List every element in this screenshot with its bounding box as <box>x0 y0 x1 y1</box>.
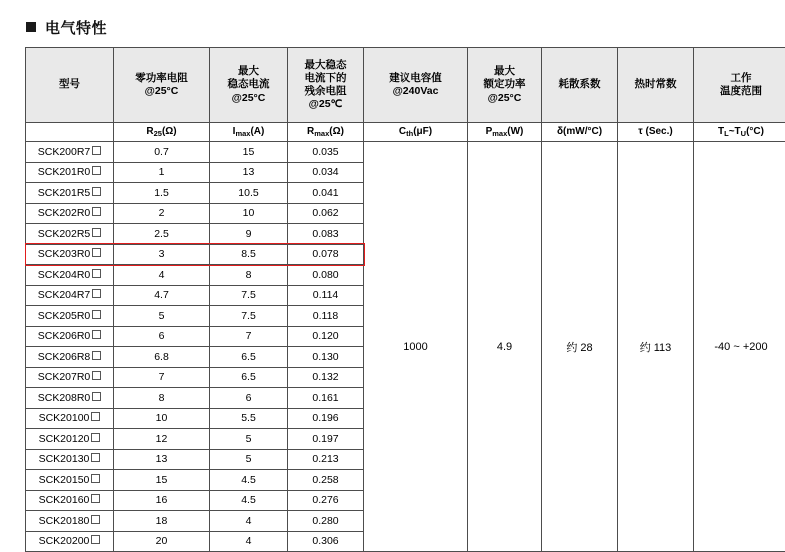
cell-temperature-range: -40 ~ +200 <box>694 142 785 552</box>
table-header <box>26 48 785 142</box>
symbol-sub: max <box>235 129 250 138</box>
symbol-unit: (A) <box>250 126 264 137</box>
model-text: SCK204R7 <box>38 289 91 301</box>
symbol-sub: max <box>314 129 329 138</box>
spec-table-wrapper <box>25 47 760 552</box>
suffix-box-icon <box>91 453 100 462</box>
symbol-unit: (mW/°C) <box>563 126 602 137</box>
column-header-rmax <box>288 48 364 123</box>
symbol-sub: max <box>492 129 507 138</box>
suffix-box-icon <box>92 207 101 216</box>
symbol-cth <box>364 123 468 142</box>
symbol-unit: (Ω) <box>162 126 177 137</box>
cell-rmax: 0.132 <box>288 367 364 388</box>
cell-r25: 8 <box>114 388 210 409</box>
symbol-base: C <box>399 126 406 137</box>
model-text: SCK20130 <box>39 453 90 465</box>
header-line: @25°C <box>468 92 541 105</box>
cell-model <box>26 429 114 450</box>
cell-rmax: 0.114 <box>288 285 364 306</box>
cell-model <box>26 347 114 368</box>
cell-rmax: 0.130 <box>288 347 364 368</box>
cell-r25: 5 <box>114 306 210 327</box>
symbol-base: δ <box>557 126 563 137</box>
cell-imax: 6 <box>210 388 288 409</box>
cell-imax: 9 <box>210 224 288 245</box>
table-row[interactable] <box>26 142 785 163</box>
cell-rmax: 0.083 <box>288 224 364 245</box>
cell-rmax: 0.306 <box>288 531 364 552</box>
model-text: SCK206R0 <box>38 330 91 342</box>
model-text: SCK20100 <box>39 412 90 424</box>
cell-imax: 5 <box>210 429 288 450</box>
suffix-box-icon <box>91 535 100 544</box>
model-text: SCK20200 <box>39 535 90 547</box>
cell-imax: 4 <box>210 531 288 552</box>
cell-rmax: 0.041 <box>288 183 364 204</box>
cell-imax: 4 <box>210 511 288 532</box>
header-line: 额定功率 <box>468 78 541 91</box>
suffix-box-icon <box>92 310 101 319</box>
cell-imax: 8 <box>210 265 288 286</box>
suffix-box-icon <box>91 433 100 442</box>
cell-model <box>26 183 114 204</box>
cell-rmax: 0.258 <box>288 470 364 491</box>
cell-r25: 2 <box>114 203 210 224</box>
cell-rmax: 0.035 <box>288 142 364 163</box>
table-symbol-row <box>26 123 785 142</box>
page-title: 电气特性 <box>45 17 107 38</box>
suffix-box-icon <box>92 392 101 401</box>
symbol-pmax <box>468 123 542 142</box>
model-text: SCK201R5 <box>38 187 91 199</box>
cell-r25: 1 <box>114 162 210 183</box>
model-text: SCK20120 <box>39 433 90 445</box>
suffix-box-icon <box>92 146 101 155</box>
header-line: 热时常数 <box>618 78 693 91</box>
cell-r25: 10 <box>114 408 210 429</box>
symbol-sub: L <box>724 129 729 138</box>
column-header-model <box>26 48 114 123</box>
cell-dissipation-factor: 约 28 <box>542 142 618 552</box>
cell-model <box>26 449 114 470</box>
symbol-base: τ <box>638 126 642 137</box>
suffix-box-icon <box>92 289 101 298</box>
cell-r25: 0.7 <box>114 142 210 163</box>
cell-model <box>26 470 114 491</box>
suffix-box-icon <box>91 515 100 524</box>
table-body <box>26 142 785 552</box>
header-line: @25°C <box>210 92 287 105</box>
header-line: 建议电容值 <box>364 72 467 85</box>
cell-pmax: 4.9 <box>468 142 542 552</box>
column-header-pmax <box>468 48 542 123</box>
symbol-base: P <box>486 126 493 137</box>
symbol-imax <box>210 123 288 142</box>
model-text: SCK20160 <box>39 494 90 506</box>
symbol-base: R <box>307 126 314 137</box>
cell-imax: 10 <box>210 203 288 224</box>
cell-r25: 1.5 <box>114 183 210 204</box>
electrical-characteristics-table <box>25 47 785 552</box>
cell-imax: 15 <box>210 142 288 163</box>
cell-imax: 5.5 <box>210 408 288 429</box>
header-line: 工作 <box>694 72 785 85</box>
cell-r25: 7 <box>114 367 210 388</box>
symbol-base: I <box>233 126 236 137</box>
cell-model <box>26 531 114 552</box>
symbol-tau <box>618 123 694 142</box>
cell-rmax: 0.213 <box>288 449 364 470</box>
model-text: SCK205R0 <box>38 310 91 322</box>
header-line: 型号 <box>26 78 113 91</box>
cell-rmax: 0.280 <box>288 511 364 532</box>
suffix-box-icon <box>92 351 101 360</box>
symbol-r25 <box>114 123 210 142</box>
cell-model <box>26 224 114 245</box>
symbol-temp-range <box>694 123 785 142</box>
header-line: @240Vac <box>364 85 467 98</box>
cell-r25: 16 <box>114 490 210 511</box>
cell-imax: 13 <box>210 162 288 183</box>
suffix-box-icon <box>91 412 100 421</box>
cell-rmax: 0.062 <box>288 203 364 224</box>
symbol-sub: th <box>406 129 413 138</box>
cell-imax: 4.5 <box>210 470 288 491</box>
cell-r25: 6.8 <box>114 347 210 368</box>
cell-rmax: 0.120 <box>288 326 364 347</box>
cell-r25: 18 <box>114 511 210 532</box>
header-line: @25°C <box>114 85 209 98</box>
symbol-base: R <box>146 126 153 137</box>
header-line: 残余电阻 <box>288 85 363 98</box>
symbol-model <box>26 123 114 142</box>
column-header-thermal-time-constant <box>618 48 694 123</box>
cell-model <box>26 162 114 183</box>
cell-model <box>26 142 114 163</box>
header-line: 最大稳态 <box>288 59 363 72</box>
cell-model <box>26 244 114 265</box>
cell-model <box>26 326 114 347</box>
suffix-box-icon <box>92 330 101 339</box>
column-header-cth <box>364 48 468 123</box>
cell-rmax: 0.276 <box>288 490 364 511</box>
cell-rmax: 0.034 <box>288 162 364 183</box>
cell-r25: 4 <box>114 265 210 286</box>
header-line: @25℃ <box>288 98 363 111</box>
symbol-sub: 25 <box>154 129 162 138</box>
symbol-unit: (Sec.) <box>643 126 673 137</box>
header-line: 零功率电阻 <box>114 72 209 85</box>
model-text: SCK202R5 <box>38 228 91 240</box>
cell-model <box>26 203 114 224</box>
cell-r25: 13 <box>114 449 210 470</box>
table-header-row <box>26 48 785 123</box>
cell-imax: 6.5 <box>210 347 288 368</box>
suffix-box-icon <box>92 187 101 196</box>
symbol-unit: $\sim T_U(^\circ C)$ <box>729 126 764 137</box>
model-text: SCK20150 <box>39 474 90 486</box>
header-line: 温度范围 <box>694 85 785 98</box>
model-text: SCK208R0 <box>38 392 91 404</box>
model-text: SCK20180 <box>39 515 90 527</box>
suffix-box-icon <box>92 371 101 380</box>
cell-r25: 2.5 <box>114 224 210 245</box>
column-header-operating-temperature <box>694 48 785 123</box>
cell-model <box>26 367 114 388</box>
cell-r25: 20 <box>114 531 210 552</box>
cell-thermal-time-constant: 约 113 <box>618 142 694 552</box>
suffix-box-icon <box>91 494 100 503</box>
symbol-rmax <box>288 123 364 142</box>
cell-r25: 3 <box>114 244 210 265</box>
cell-model <box>26 285 114 306</box>
header-line: 稳态电流 <box>210 78 287 91</box>
model-text: SCK202R0 <box>38 207 91 219</box>
symbol-unit: (μF) <box>413 126 432 137</box>
model-text: SCK204R0 <box>38 269 91 281</box>
cell-imax: 10.5 <box>210 183 288 204</box>
cell-r25: 12 <box>114 429 210 450</box>
cell-model <box>26 490 114 511</box>
column-header-r25 <box>114 48 210 123</box>
header-line: 最大 <box>210 65 287 78</box>
symbol-delta <box>542 123 618 142</box>
cell-rmax: 0.080 <box>288 265 364 286</box>
symbol-base: T <box>718 126 724 137</box>
model-text: SCK206R8 <box>38 351 91 363</box>
header-line: 耗散系数 <box>542 78 617 91</box>
cell-imax: 6.5 <box>210 367 288 388</box>
cell-rmax: 0.161 <box>288 388 364 409</box>
cell-rmax: 0.196 <box>288 408 364 429</box>
symbol-unit: (Ω) <box>329 126 344 137</box>
cell-imax: 7.5 <box>210 285 288 306</box>
header-line: 电流下的 <box>288 72 363 85</box>
column-header-dissipation-factor <box>542 48 618 123</box>
cell-model <box>26 511 114 532</box>
suffix-box-icon <box>92 269 101 278</box>
section-heading <box>0 0 785 42</box>
cell-r25: 4.7 <box>114 285 210 306</box>
suffix-box-icon <box>92 166 101 175</box>
square-bullet-icon <box>26 22 36 32</box>
cell-model <box>26 408 114 429</box>
cell-imax: 7 <box>210 326 288 347</box>
model-text: SCK203R0 <box>38 248 91 260</box>
cell-imax: 8.5 <box>210 244 288 265</box>
model-text: SCK200R7 <box>38 146 91 158</box>
cell-rmax: 0.118 <box>288 306 364 327</box>
cell-rmax: 0.197 <box>288 429 364 450</box>
suffix-box-icon <box>91 474 100 483</box>
cell-imax: 7.5 <box>210 306 288 327</box>
cell-rmax: 0.078 <box>288 244 364 265</box>
cell-imax: 5 <box>210 449 288 470</box>
cell-model <box>26 265 114 286</box>
column-header-imax <box>210 48 288 123</box>
cell-imax: 4.5 <box>210 490 288 511</box>
symbol-unit: (W) <box>507 126 523 137</box>
cell-cth: 1000 <box>364 142 468 552</box>
cell-r25: 15 <box>114 470 210 491</box>
header-line: 最大 <box>468 65 541 78</box>
cell-model <box>26 306 114 327</box>
cell-model <box>26 388 114 409</box>
model-text: SCK207R0 <box>38 371 91 383</box>
suffix-box-icon <box>92 228 101 237</box>
cell-r25: 6 <box>114 326 210 347</box>
model-text: SCK201R0 <box>38 166 91 178</box>
suffix-box-icon <box>92 248 101 257</box>
